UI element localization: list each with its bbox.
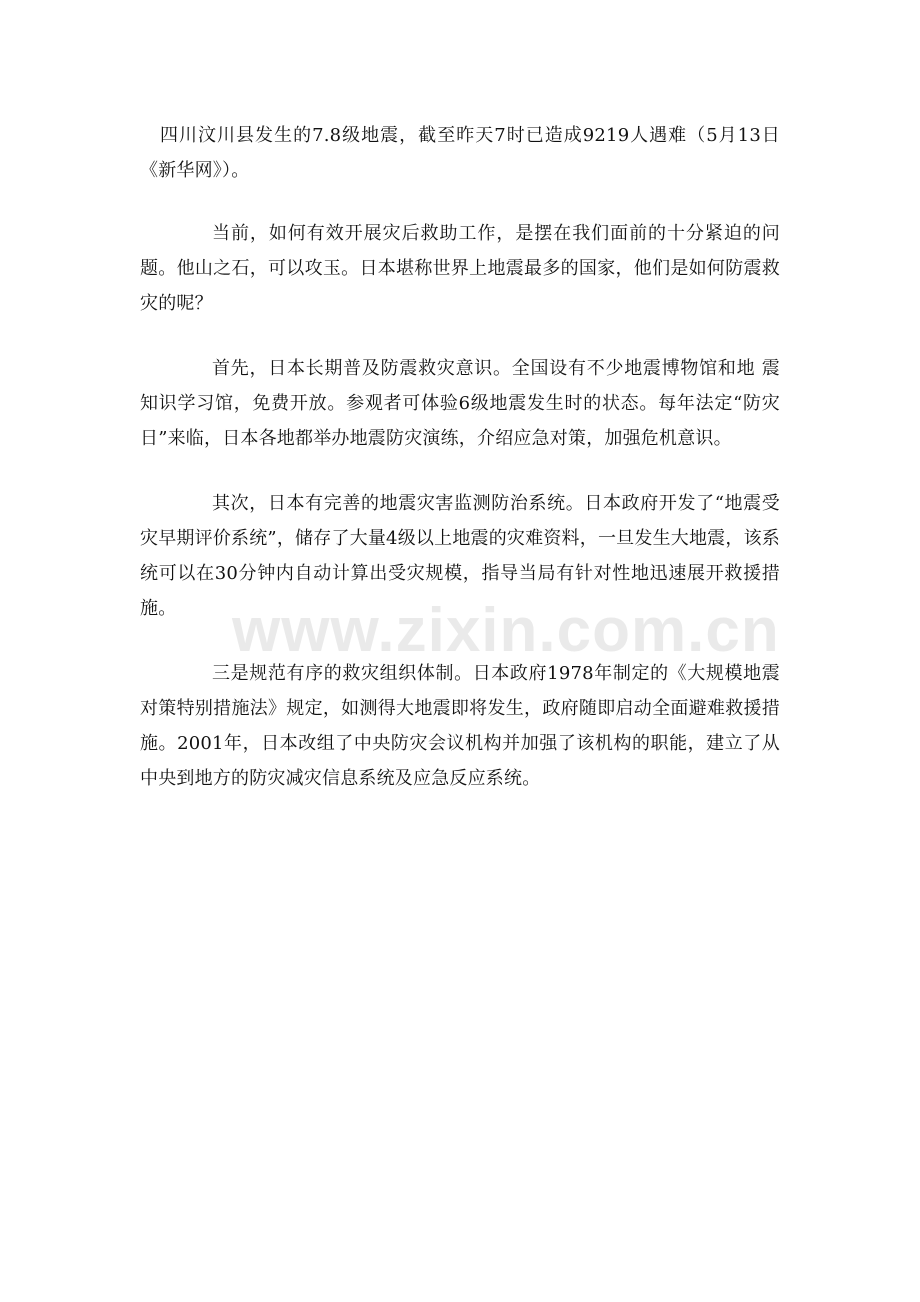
watermark: www.zixin.com.cn xyxy=(232,596,780,665)
paragraph-question: 当前，如何有效开展灾后救助工作，是摆在我们面前的十分紧迫的问题。他山之石，可以攻玉。日本堪称世界上地震最多的国家，他们是如何防震救灾的呢？ xyxy=(140,223,780,314)
paragraph-awareness: 首先，日本长期普及防震救灾意识。全国设有不少地震博物馆和地 震知识学习馆，免费开放。参观者可体验6级地震发生时的状态。每年法定“防灾日”来临，日本各地都举办地震防灾演练，介绍应急对策，加强危机意识。 xyxy=(140,358,780,449)
paragraph-monitoring-system: 其次，日本有完善的地震灾害监测防治系统。日本政府开发了“地震受灾早期评价系统”，储存了大量4级以上地震的灾难资料，一旦发生大地震，该系统可以在30分钟内自动计算出受灾规模，指导当局有针对性地迅速展开救援措施。 xyxy=(140,493,780,619)
paragraph-intro: 四川汶川县发生的7.8级地震，截至昨天7时已造成9219人遇难（5月13日《新华网》）。 xyxy=(140,125,780,181)
document-body xyxy=(140,118,780,796)
paragraph-organization: 三是规范有序的救灾组织体制。日本政府1978年制定的《大规模地震对策特别措施法》规定，如测得大地震即将发生，政府随即启动全面避难救援措施。2001年，日本改组了中央防灾会议机构并加强了该机构的职能，建立了从中央到地方的防灾减灾信息系统及应急反应系统。 xyxy=(140,663,780,789)
